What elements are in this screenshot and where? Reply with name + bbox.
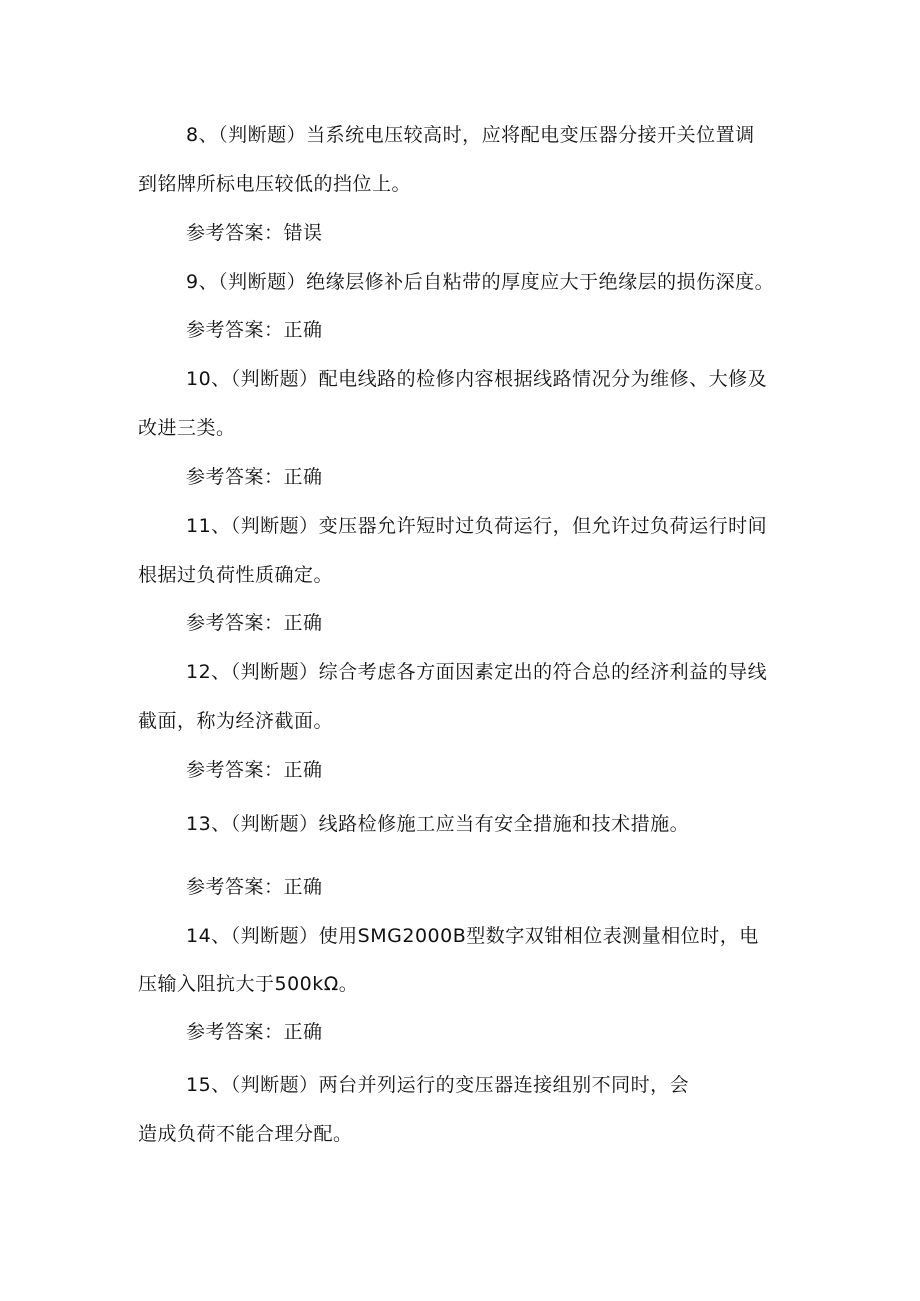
answer-14: 参考答案：正确 (186, 1021, 323, 1043)
question-15-line-1: 15、（判断题）两台并列运行的变压器连接组别不同时，会 (186, 1074, 690, 1096)
question-12-line-2: 截面，称为经济截面。 (138, 710, 334, 732)
answer-11: 参考答案：正确 (186, 612, 323, 634)
question-15-line-2: 造成负荷不能合理分配。 (138, 1123, 353, 1145)
answer-9: 参考答案：正确 (186, 319, 323, 341)
question-11-line-2: 根据过负荷性质确定。 (138, 564, 334, 586)
question-14-line-2: 压输入阻抗大于500kΩ。 (138, 973, 359, 995)
question-13-line-1: 13、（判断题）线路检修施工应当有安全措施和技术措施。 (186, 813, 690, 835)
answer-13: 参考答案：正确 (186, 876, 323, 898)
question-10-line-1: 10、（判断题）配电线路的检修内容根据线路情况分为维修、大修及 (186, 368, 768, 390)
answer-10: 参考答案：正确 (186, 466, 323, 488)
question-9-line-1: 9、（判断题）绝缘层修补后自粘带的厚度应大于绝缘层的损伤深度。 (186, 271, 775, 293)
question-10-line-2: 改进三类。 (138, 417, 236, 439)
answer-8: 参考答案：错误 (186, 222, 323, 244)
question-8-line-1: 8、（判断题）当系统电压较高时，应将配电变压器分接开关位置调 (186, 124, 755, 146)
question-8-line-2: 到铭牌所标电压较低的挡位上。 (138, 173, 412, 195)
question-11-line-1: 11、（判断题）变压器允许短时过负荷运行，但允许过负荷运行时间 (186, 515, 768, 537)
question-12-line-1: 12、（判断题）综合考虑各方面因素定出的符合总的经济利益的导线 (186, 661, 768, 683)
answer-12: 参考答案：正确 (186, 759, 323, 781)
question-14-line-1: 14、（判断题）使用SMG2000B型数字双钳相位表测量相位时，电 (186, 925, 759, 947)
